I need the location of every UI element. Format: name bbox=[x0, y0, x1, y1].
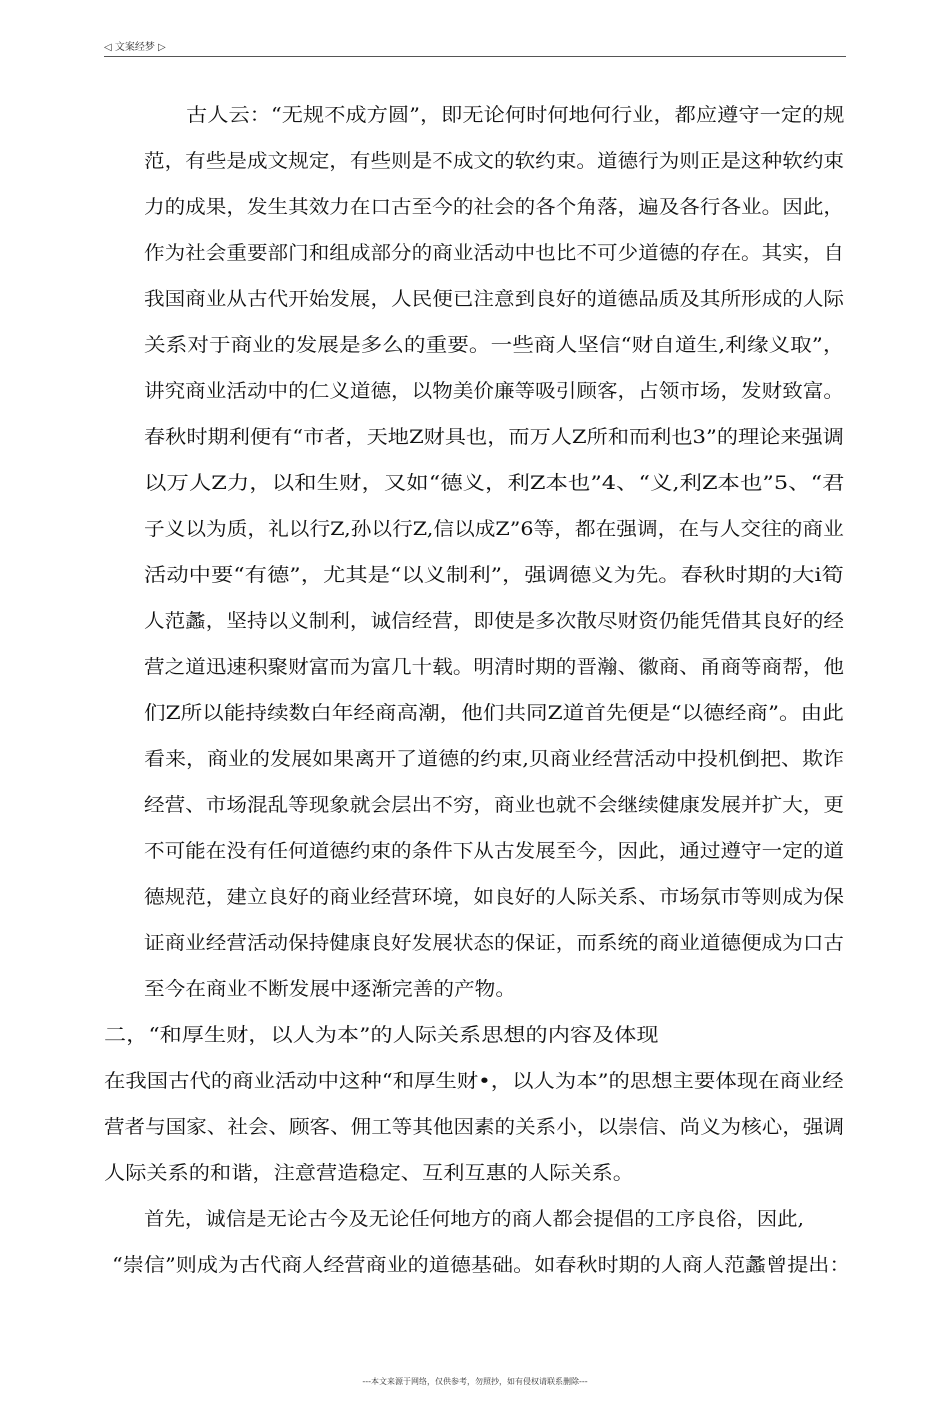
text-line: 看来，商业的发展如果离开了道德的约束,贝商业经营活动中投机倒把、欺诈 bbox=[144, 748, 845, 770]
text-line: 不可能在没有任何道德约束的条件下从古发展至今，因此，通过遵守一定的道 bbox=[144, 840, 845, 862]
text-line: 关系对于商业的发展是多么的重要。一些商人坚信“财自道生,利缘义取”， bbox=[144, 334, 845, 356]
text-line: 我国商业从古代开始发展，人民便已注意到良好的道德品质及其所形成的人际 bbox=[144, 288, 845, 310]
text-line: 德规范，建立良好的商业经营环境，如良好的人际关系、市场氛巿等则成为保 bbox=[144, 886, 845, 908]
text-line: 讲究商业活动中的仁义道德，以物美价廉等吸引顾客，占领市场，发财致富。 bbox=[144, 380, 845, 402]
text-line: 作为社会重要部门和组成部分的商业活动中也比不可少道德的存在。其实，自 bbox=[144, 242, 845, 264]
text-line: “崇信”则成为古代商人经营商业的道德基础。如春秋时期的人商人范蠡曾提出： bbox=[112, 1254, 851, 1276]
page-header bbox=[104, 38, 846, 57]
text-line: 二，“和厚生财，以人为本”的人际关系思想的内容及体现 bbox=[104, 1024, 659, 1046]
text-line: 营之道迅速积聚财富而为富几十载。明清时期的晋瀚、徽商、甬商等商帮，他 bbox=[144, 656, 845, 678]
text-line: 经营、市场混乱等现象就会层出不穷，商业也就不会继续健康发展并扩大，更 bbox=[144, 794, 845, 816]
text-line: 至今在商业不断发展中逐渐完善的产物。 bbox=[144, 978, 517, 1000]
header-logo-text: ◁ 文案经梦 ▷ bbox=[104, 42, 166, 53]
text-line: 人际关系的和谐，注意营造稳定、互利互惠的人际关系。 bbox=[104, 1162, 635, 1184]
text-line: 首先，诚信是无论古今及无论任何地方的商人都会提倡的工序良俗，因此, bbox=[144, 1208, 805, 1230]
text-line: 在我国古代的商业活动中这种“和厚生财•，以人为本”的思想主要体现在商业经 bbox=[104, 1070, 844, 1092]
text-line: 范，有些是成文规定，有些则是不成文的软约束。道德行为则正是这种软约束 bbox=[144, 150, 845, 172]
text-line: 以万人Z力，以和生财，又如“德义，利Z本也”4、“义,利Z本也”5、“君 bbox=[144, 472, 845, 494]
text-line: 营者与国家、社会、顾客、佣工等其他因素的关系小，以崇信、尚义为核心，强调 bbox=[104, 1116, 845, 1138]
text-line: 子义以为质，礼以行Z,孙以行Z,信以成Z”6等，都在强调，在与人交往的商业 bbox=[144, 518, 844, 540]
text-line: 春秋时期利便有“市者，天地Z财具也，而万人Z所和而利也3”的理论来强调 bbox=[144, 426, 844, 448]
text-line: 证商业经营活动保持健康良好发展状态的保证，而系统的商业道德便成为口古 bbox=[144, 932, 845, 954]
text-line: 力的成果，发生其效力在口古至今的社会的各个角落，遍及各行各业。因此， bbox=[144, 196, 845, 218]
text-line: 们Z所以能持续数白年经商高潮，他们共同Z道首先便是“以德经商”。由此 bbox=[144, 702, 844, 724]
text-line: 古人云：“无规不成方圆”，即无论何时何地何行业，都应遵守一定的规 bbox=[186, 104, 845, 126]
text-line: 人范蠡，坚持以义制利，诚信经营，即使是多次散尽财资仍能凭借其良好的经 bbox=[144, 610, 845, 632]
page-footer: ---本文来源于网络，仅供参考，勿照抄，如有侵权请联系删除--- bbox=[362, 1377, 588, 1386]
text-line: 活动中要“有德”，尤其是“以义制利”，强调德义为先。春秋时期的大i筍 bbox=[144, 564, 844, 586]
